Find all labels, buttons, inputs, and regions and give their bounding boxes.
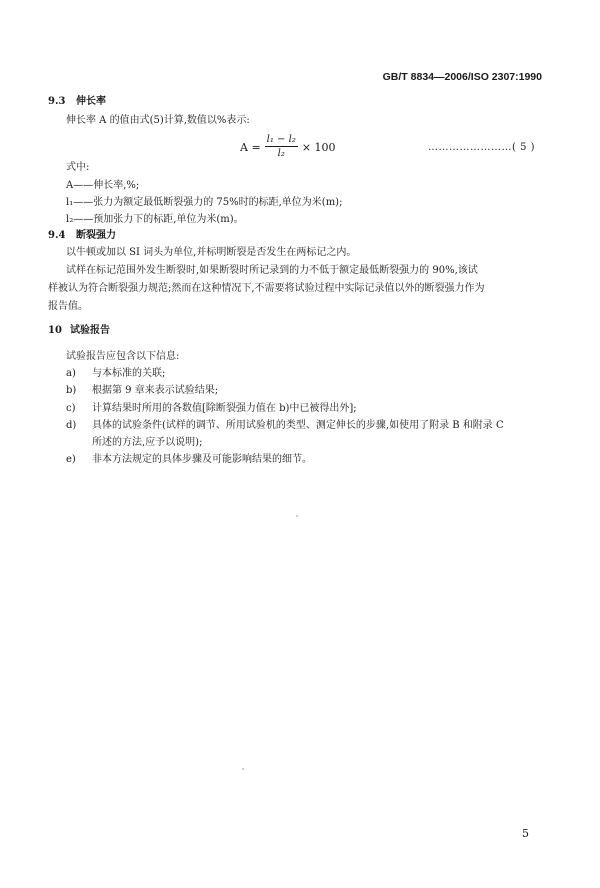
scan-speck: [242, 768, 244, 770]
section-title: 断裂强力: [76, 230, 116, 241]
item-label: a): [66, 368, 76, 379]
item-text: 具体的试验条件(试样的调节、所用试验机的类型、测定伸长的步骤,如使用了附录 B 和附录 C: [92, 420, 504, 431]
report-item-e: [66, 455, 312, 465]
section-10-heading: [48, 326, 110, 336]
formula-row: [0, 133, 600, 163]
item-label: e): [66, 454, 76, 465]
standard-id: GB/T 8834—2006/ISO 2307:1990: [382, 71, 542, 83]
section-9-4-heading: [48, 231, 116, 241]
report-item-b: [66, 386, 218, 396]
report-item-d-continued: 所述的方法,应予以说明);: [92, 437, 203, 448]
section-title: 伸长率: [76, 96, 106, 107]
formula-lhs: A =: [240, 140, 261, 154]
formula-numerator: l₁ − l₂: [266, 134, 296, 145]
breaking-force-p2-line3: 报告值。: [48, 301, 88, 312]
breaking-force-p1: 以牛顿或加以 SI 词头为单位,并标明断裂是否发生在两标记之内。: [66, 247, 357, 258]
item-label: b): [66, 385, 77, 396]
report-item-a: [66, 369, 165, 379]
equation-number: ……………………( 5 ): [428, 142, 536, 153]
where-label: 式中:: [66, 162, 90, 173]
formula-multiplier: × 100: [301, 140, 336, 154]
breaking-force-p2-line1: 试样在标记范围外发生断裂时,如果断裂时所记录到的力不低于额定最低断裂强力的 90%,该试: [66, 265, 478, 276]
item-label: d): [66, 420, 77, 431]
definition-l1: l₁——张力为额定最低断裂强力的 75%时的标距,单位为米(m);: [66, 197, 343, 208]
elongation-formula: [240, 135, 336, 159]
item-text: 计算结果时所用的各数值[除断裂强力值在 b)中已被得出外];: [92, 403, 357, 414]
section-number: 10: [48, 325, 62, 336]
report-item-d: [66, 421, 504, 431]
section-number: 9.3: [48, 96, 66, 107]
section-title: 试验报告: [70, 325, 110, 336]
item-text: 非本方法规定的具体步骤及可能影响结果的细节。: [92, 454, 312, 465]
report-intro: 试验报告应包含以下信息:: [66, 351, 180, 362]
breaking-force-p2-line2: 样被认为符合断裂强力规范;然而在这种情况下,不需要将试验过程中实际记录值以外的断裂强力作为: [48, 283, 485, 294]
item-label: c): [66, 403, 76, 414]
definition-l2: l₂——预加张力下的标距,单位为米(m)。: [66, 214, 244, 225]
elongation-intro: 伸长率 A 的值由式(5)计算,数值以%表示:: [66, 115, 250, 126]
item-text: 与本标准的关联;: [92, 368, 166, 379]
scan-speck: [296, 515, 298, 517]
section-9-3-heading: [48, 97, 106, 107]
item-text: 根据第 9 章来表示试验结果;: [92, 385, 219, 396]
report-item-c: [66, 404, 357, 414]
page-number: 5: [522, 827, 529, 840]
definition-a: A——伸长率,%;: [66, 180, 140, 191]
formula-denominator: l₂: [277, 148, 285, 159]
section-number: 9.4: [48, 230, 66, 241]
formula-fraction: [265, 135, 298, 159]
